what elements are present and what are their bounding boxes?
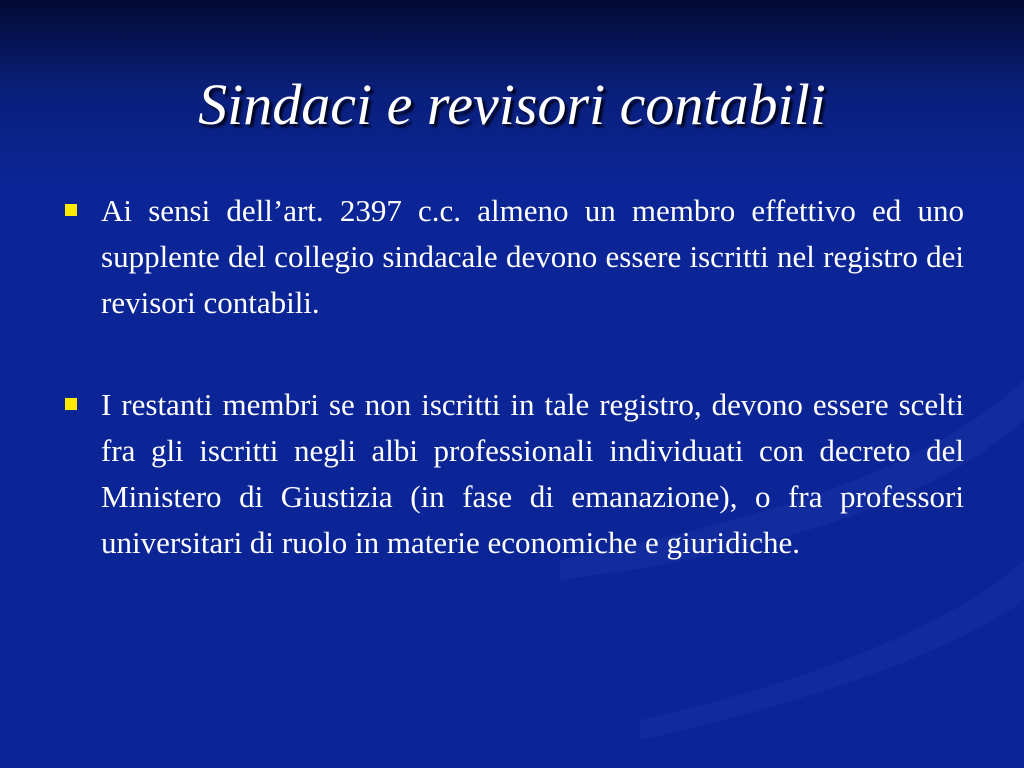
bullet-text: I restanti membri se non iscritti in tale registro, devono essere scelti fra gli iscritti negli albi professionali individuati con decreto del Ministero di Giustizia (in fase di emanazione), o fra professori universitari di ruolo in materie economiche e giuridiche. [101,387,964,560]
square-bullet-icon [65,204,77,216]
bullet-text: Ai sensi dell’art. 2397 c.c. almeno un membro effettivo ed uno supplente del collegio sindacale devono essere iscritti nel registro dei revisori contabili. [101,193,964,320]
square-bullet-icon [65,398,77,410]
slide-title: Sindaci e revisori contabili [198,72,826,137]
bullet-list [60,188,964,622]
bullet-item [60,382,964,566]
bullet-item [60,188,964,326]
